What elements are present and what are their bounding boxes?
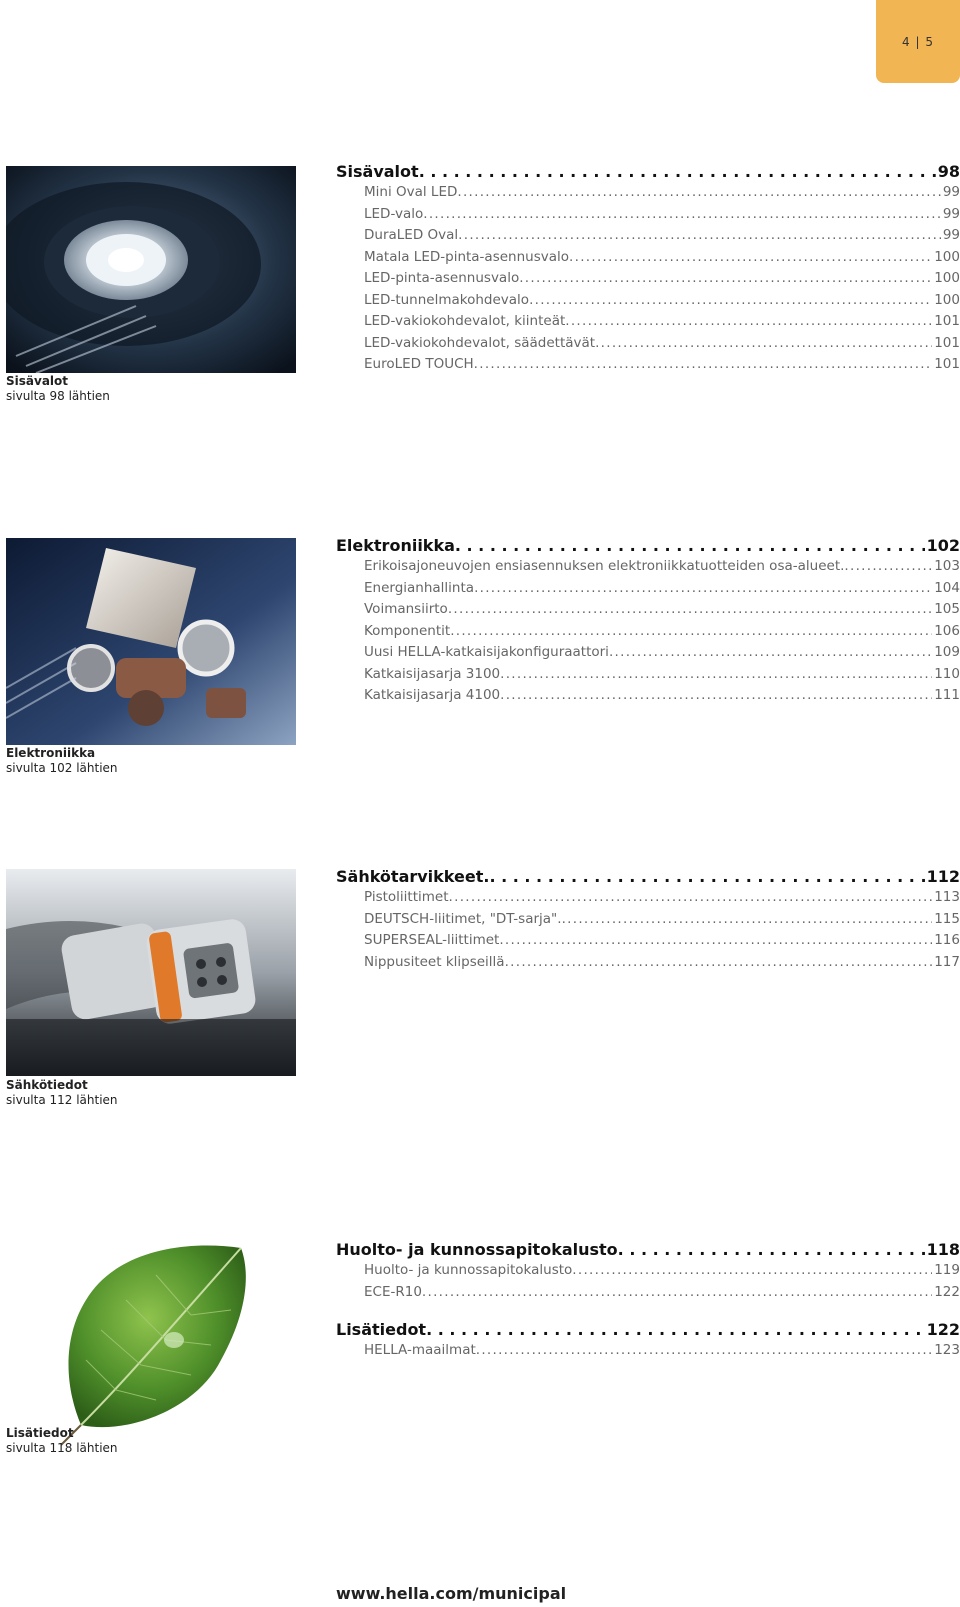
- dot-leader: [609, 644, 932, 660]
- toc-entry-page: 110: [934, 665, 960, 682]
- dot-leader: [423, 206, 941, 222]
- toc-heading-label: Sisävalot: [336, 162, 419, 181]
- toc-entry-page: 99: [942, 205, 960, 222]
- toc-entry-page: 100: [934, 248, 960, 265]
- toc-entry-label: Mini Oval LED: [364, 184, 458, 200]
- dot-leader: [500, 687, 932, 703]
- dot-leader: [519, 270, 932, 286]
- toc-entry[interactable]: [336, 558, 960, 580]
- toc-entry-label: HELLA-maailmat: [364, 1342, 476, 1358]
- toc-entry[interactable]: [336, 687, 960, 709]
- led-interior-light-photo: [6, 166, 296, 373]
- toc-entry[interactable]: [336, 666, 960, 688]
- footer-url-link[interactable]: www.hella.com/municipal: [336, 1584, 567, 1603]
- toc-entry-page: 100: [934, 270, 960, 286]
- caption-subtitle: sivulta 102 lähtien: [6, 761, 118, 775]
- dot-leader: [489, 867, 924, 886]
- toc-entry-page: 116: [934, 932, 960, 948]
- toc-entry-page: 100: [934, 291, 960, 308]
- dot-leader: [426, 1320, 925, 1339]
- toc-entry-page: 117: [934, 953, 960, 970]
- caption-title: Sisävalot: [6, 374, 69, 388]
- page-number: 4 | 5: [902, 34, 934, 49]
- toc-entry-label: Katkaisijasarja 4100: [364, 687, 501, 703]
- toc-block: [336, 1240, 960, 1364]
- toc-entry[interactable]: [336, 206, 960, 228]
- toc-entry-page: 104: [934, 579, 960, 596]
- toc-entry-label: SUPERSEAL-liittimet: [364, 932, 500, 948]
- section-caption: [6, 1078, 118, 1108]
- toc-heading-page: 112: [926, 867, 960, 886]
- toc-entry-label: Katkaisijasarja 3100: [364, 665, 501, 682]
- toc-entry[interactable]: [336, 335, 960, 357]
- section-caption: [6, 1426, 118, 1456]
- toc-entry-label: Komponentit: [364, 622, 451, 639]
- toc-entry-page: 101: [934, 334, 960, 351]
- toc-entry-label: Voimansiirto: [364, 601, 448, 617]
- toc-heading[interactable]: [336, 1240, 960, 1262]
- toc-entry-label: LED-tunnelmakohdevalo: [364, 291, 530, 308]
- toc-entry-label: Energianhallinta: [364, 579, 475, 596]
- toc-entry[interactable]: [336, 954, 960, 976]
- toc-entry[interactable]: [336, 1342, 960, 1364]
- dot-leader: [455, 536, 925, 555]
- toc-heading-page: 98: [937, 162, 960, 181]
- toc-entry-page: 123: [934, 1342, 960, 1358]
- toc-entry-page: 115: [934, 910, 960, 927]
- toc-heading-label: Huolto- ja kunnossapitokalusto: [336, 1240, 618, 1259]
- toc-heading-label: Elektroniikka: [336, 536, 455, 555]
- toc-heading-page: 102: [926, 536, 960, 555]
- dot-leader: [458, 227, 941, 243]
- toc-entry-page: 122: [934, 1283, 960, 1300]
- dot-leader: [499, 932, 932, 948]
- toc-entry-label: LED-pinta-asennusvalo: [364, 270, 520, 286]
- toc-entry[interactable]: [336, 292, 960, 314]
- dot-leader: [422, 1284, 932, 1300]
- dot-leader: [565, 313, 932, 329]
- toc-entry-label: Uusi HELLA-katkaisijakonfiguraattori: [364, 644, 609, 660]
- dot-leader: [844, 558, 932, 574]
- toc-entry[interactable]: [336, 932, 960, 954]
- toc-entry-label: EuroLED TOUCH: [364, 356, 474, 372]
- toc-heading[interactable]: [336, 162, 960, 184]
- toc-heading[interactable]: [336, 867, 960, 889]
- dot-leader: [595, 335, 932, 351]
- toc-block: [336, 867, 960, 975]
- section-caption: [6, 374, 110, 404]
- toc-entry-label: Huolto- ja kunnossapitokalusto: [364, 1262, 573, 1278]
- toc-heading-page: 122: [926, 1320, 960, 1339]
- caption-subtitle: sivulta 112 lähtien: [6, 1093, 118, 1107]
- dot-leader: [529, 292, 932, 308]
- toc-entry[interactable]: [336, 580, 960, 602]
- connector-photo: [6, 869, 296, 1076]
- toc-entry-label: DEUTSCH-liitimet, "DT-sarja".: [364, 910, 562, 927]
- toc-entry-page: 101: [934, 313, 960, 329]
- toc-entry-label: LED-vakiokohdevalot, säädettävät: [364, 334, 596, 351]
- toc-entry-label: Nippusiteet klipseillä: [364, 953, 505, 970]
- dot-leader: [562, 911, 933, 927]
- toc-entry[interactable]: [336, 1262, 960, 1284]
- toc-heading-page: 118: [926, 1240, 960, 1259]
- toc-entry-page: 99: [942, 227, 960, 243]
- toc-heading[interactable]: [336, 536, 960, 558]
- dot-leader: [500, 666, 932, 682]
- toc-entry[interactable]: [336, 249, 960, 271]
- caption-title: Lisätiedot: [6, 1426, 74, 1440]
- toc-entry[interactable]: [336, 1284, 960, 1306]
- toc-heading-label: Sähkötarvikkeet.: [336, 867, 490, 886]
- toc-entry[interactable]: [336, 227, 960, 249]
- dot-leader: [449, 889, 933, 905]
- toc-entry[interactable]: [336, 601, 960, 623]
- toc-entry-page: 113: [934, 889, 960, 905]
- dot-leader: [505, 954, 933, 970]
- toc-entry-label: LED-valo: [364, 205, 424, 222]
- toc-entry-page: 106: [934, 622, 960, 639]
- toc-entry-label: ECE-R10: [364, 1283, 422, 1300]
- toc-entry-page: 101: [934, 356, 960, 372]
- toc-entry[interactable]: [336, 270, 960, 292]
- dot-leader: [419, 162, 936, 181]
- caption-subtitle: sivulta 98 lähtien: [6, 389, 110, 403]
- toc-entry[interactable]: [336, 644, 960, 666]
- dot-leader: [474, 356, 933, 372]
- toc-entry-label: Matala LED-pinta-asennusvalo: [364, 248, 570, 265]
- toc-entry-label: Pistoliittimet: [364, 889, 449, 905]
- dot-leader: [474, 580, 932, 596]
- toc-spacer: [336, 1305, 960, 1320]
- toc-entry[interactable]: [336, 184, 960, 206]
- toc-entry-label: DuraLED Oval: [364, 227, 459, 243]
- toc-entry-label: LED-vakiokohdevalot, kiinteät: [364, 313, 566, 329]
- toc-entry-page: 99: [942, 184, 960, 200]
- caption-subtitle: sivulta 118 lähtien: [6, 1441, 118, 1455]
- caption-title: Sähkötiedot: [6, 1078, 88, 1092]
- dot-leader: [569, 249, 932, 265]
- battery-switch-photo: [6, 538, 296, 745]
- dot-leader: [457, 184, 940, 200]
- toc-block: [336, 536, 960, 709]
- dot-leader: [572, 1262, 932, 1278]
- toc-entry-page: 103: [934, 558, 960, 574]
- toc-heading[interactable]: [336, 1320, 960, 1342]
- toc-entry-label: Erikoisajoneuvojen ensiasennuksen elektroniikkatuotteiden osa-alueet.: [364, 558, 845, 574]
- toc-entry-page: 119: [934, 1262, 960, 1278]
- section-caption: [6, 746, 118, 776]
- green-leaf-photo: [6, 1240, 296, 1447]
- dot-leader: [618, 1240, 925, 1259]
- toc-entry-page: 111: [934, 687, 960, 703]
- caption-title: Elektroniikka: [6, 746, 96, 760]
- toc-block: [336, 162, 960, 378]
- toc-entry[interactable]: [336, 889, 960, 911]
- toc-heading-label: Lisätiedot: [336, 1320, 427, 1339]
- toc-entry[interactable]: [336, 313, 960, 335]
- toc-entry[interactable]: [336, 911, 960, 933]
- toc-entry-page: 109: [934, 644, 960, 660]
- toc-entry[interactable]: [336, 623, 960, 645]
- dot-leader: [448, 601, 932, 617]
- page-number-tab: [876, 0, 960, 83]
- dot-leader: [476, 1342, 932, 1358]
- dot-leader: [450, 623, 932, 639]
- toc-entry[interactable]: [336, 356, 960, 378]
- toc-entry-page: 105: [934, 601, 960, 617]
